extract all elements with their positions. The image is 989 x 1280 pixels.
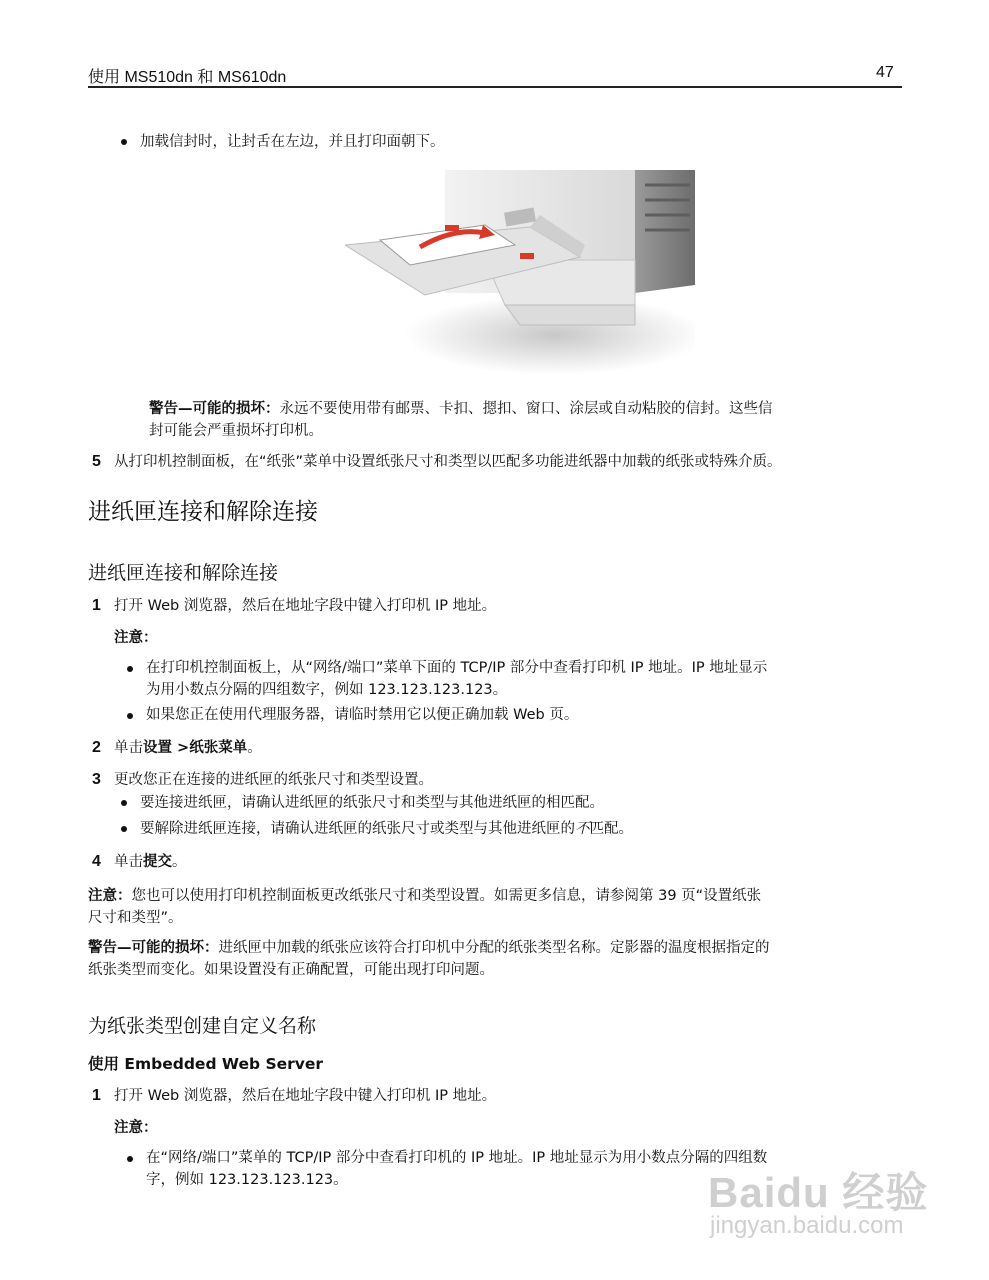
watermark-brand: Baidu 经验 bbox=[708, 1169, 929, 1216]
warning-2-line-2: 纸张类型而变化。如果设置没有正确配置，可能出现打印问题。 bbox=[88, 962, 494, 978]
subsection-title: 进纸匣连接和解除连接 bbox=[88, 562, 279, 584]
step-1-text: 打开 Web 浏览器，然后在地址字段中键入打印机 IP 地址。 bbox=[114, 598, 497, 614]
warning-1-line-1 bbox=[149, 398, 773, 420]
note-2-line-1 bbox=[88, 885, 761, 907]
guide-tab-left bbox=[445, 225, 459, 231]
step-3-bullet-1: 要连接进纸匣，请确认进纸匣的纸张尺寸和类型与其他进纸匣的相匹配。 bbox=[140, 795, 604, 811]
ews-note-bullet-line-1: 在“网络/端口”菜单的 TCP/IP 部分中查看打印机的 IP 地址。IP 地址显示为用小数点分隔的四组数 bbox=[146, 1150, 768, 1166]
step-number: 4 bbox=[92, 853, 101, 870]
note-bullet-1-line-1: 在打印机控制面板上，从“网络/端口”菜单下面的 TCP/IP 部分中查看打印机 IP 地址。IP 地址显示 bbox=[146, 660, 768, 676]
bullet-dot bbox=[121, 826, 127, 832]
page-number: 47 bbox=[876, 64, 894, 81]
warning-label: 警告—可能的损坏： bbox=[149, 401, 280, 417]
header-rule bbox=[88, 86, 902, 88]
paper-tray bbox=[505, 305, 635, 325]
note-2-text: 您也可以使用打印机控制面板更改纸张尺寸和类型设置。如需更多信息，请参阅第 39 页“设置纸张 bbox=[131, 888, 762, 904]
watermark-url: jingyan.baidu.com bbox=[710, 1212, 904, 1239]
envelope-loading-bullet: 加载信封时，让封舌在左边，并且打印面朝下。 bbox=[140, 134, 445, 150]
step-2-menu-path: 设置 >纸张菜单 bbox=[143, 740, 248, 756]
bullet-dot bbox=[121, 800, 127, 806]
subsection-2-title: 为纸张类型创建自定义名称 bbox=[88, 1015, 317, 1037]
step-number: 2 bbox=[92, 739, 101, 756]
step-3-bullet-2-post: 匹配。 bbox=[589, 821, 633, 837]
step-3-text: 更改您正在连接的进纸匣的纸张尺寸和类型设置。 bbox=[114, 772, 433, 788]
step-3-bullet-2-emphasis: 不 bbox=[575, 821, 590, 837]
bullet-dot bbox=[127, 1156, 133, 1162]
warning-1-text: 永远不要使用带有邮票、卡扣、摁扣、窗口、涂层或自动粘胶的信封。这些信 bbox=[279, 401, 773, 417]
printer-envelope-illustration bbox=[345, 165, 695, 380]
running-header-title: 使用 MS510dn 和 MS610dn bbox=[88, 69, 287, 86]
bullet-dot bbox=[121, 139, 127, 145]
warning-label: 警告—可能的损坏： bbox=[88, 940, 219, 956]
note-label: 注意： bbox=[114, 630, 158, 646]
ews-note-bullet-line-2: 字，例如 123.123.123.123。 bbox=[146, 1172, 348, 1188]
note-label: 注意： bbox=[88, 888, 132, 904]
step-4-submit: 提交 bbox=[143, 854, 172, 870]
step-number: 3 bbox=[92, 771, 101, 788]
step-number: 5 bbox=[92, 453, 101, 470]
step-number: 1 bbox=[92, 1087, 101, 1104]
step-3-bullet-2-pre: 要解除进纸匣连接，请确认进纸匣的纸张尺寸或类型与其他进纸匣的 bbox=[140, 821, 575, 837]
step-number: 1 bbox=[92, 597, 101, 614]
step-2-text bbox=[114, 737, 262, 759]
note-bullet-2: 如果您正在使用代理服务器，请临时禁用它以便正确加载 Web 页。 bbox=[146, 707, 579, 723]
warning-1-line-2: 封可能会严重损坏打印机。 bbox=[149, 423, 323, 439]
note-label: 注意： bbox=[114, 1120, 158, 1136]
step-2-prefix: 单击 bbox=[114, 740, 143, 756]
note-bullet-1-line-2: 为用小数点分隔的四组数字，例如 123.123.123.123。 bbox=[146, 682, 508, 698]
step-4-text bbox=[114, 851, 187, 873]
section-title: 进纸匣连接和解除连接 bbox=[88, 499, 318, 525]
step-2-suffix: 。 bbox=[247, 740, 262, 756]
ews-step-1-text: 打开 Web 浏览器，然后在地址字段中键入打印机 IP 地址。 bbox=[114, 1088, 497, 1104]
warning-2-line-1 bbox=[88, 937, 770, 959]
bullet-dot bbox=[127, 713, 133, 719]
ews-subheading: 使用 Embedded Web Server bbox=[88, 1055, 324, 1073]
bullet-dot bbox=[127, 666, 133, 672]
step-3-bullet-2 bbox=[140, 818, 633, 840]
step-4-suffix: 。 bbox=[172, 854, 187, 870]
note-2-line-2: 尺寸和类型”。 bbox=[88, 910, 183, 926]
step-5-text: 从打印机控制面板，在“纸张”菜单中设置纸张尺寸和类型以匹配多功能进纸器中加载的纸张或特殊介质。 bbox=[114, 454, 782, 470]
guide-tab-right bbox=[520, 253, 534, 259]
step-4-prefix: 单击 bbox=[114, 854, 143, 870]
warning-2-text: 进纸匣中加载的纸张应该符合打印机中分配的纸张类型名称。定影器的温度根据指定的 bbox=[218, 940, 770, 956]
